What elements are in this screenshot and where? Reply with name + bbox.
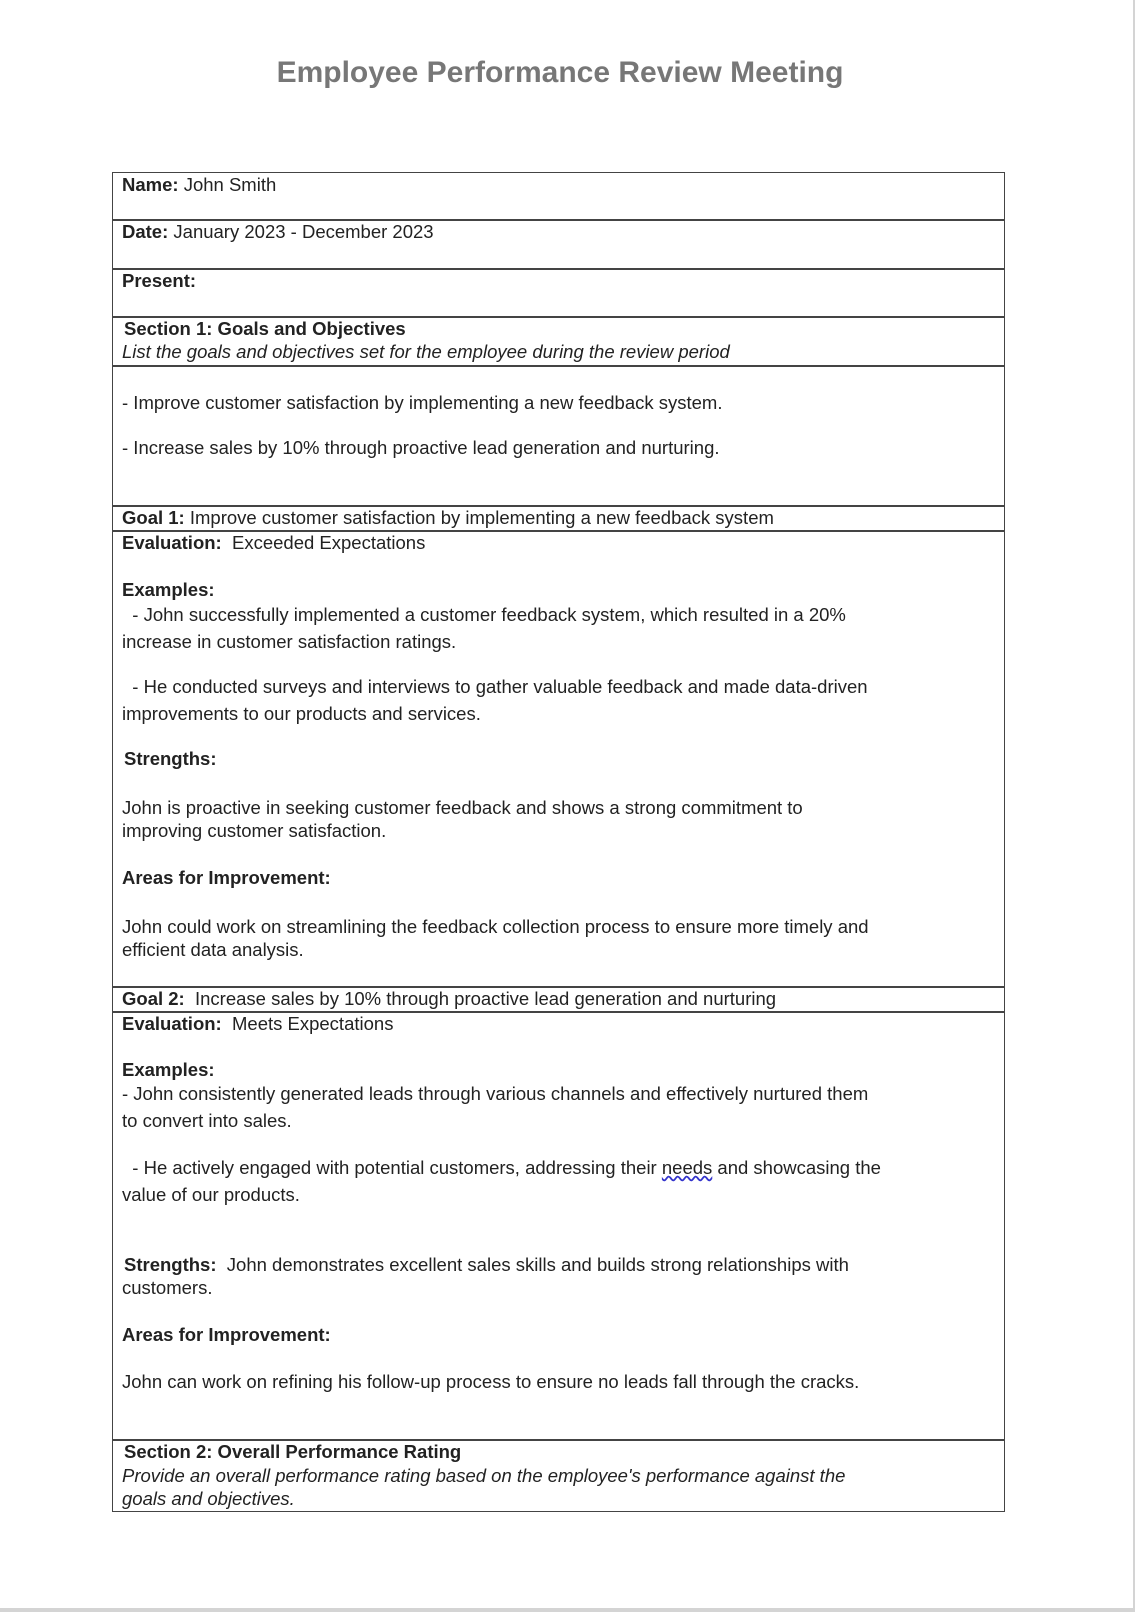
goal2-example: - He actively engaged with potential customers, addressing their needs and showcasing the (122, 1157, 881, 1178)
document-title: Employee Performance Review Meeting (276, 56, 844, 89)
section2-instruction: Provide an overall performance rating based on the employee's performance against the (122, 1465, 846, 1486)
goal2-example: to convert into sales. (122, 1110, 292, 1131)
goal1-example: - John successfully implemented a customer feedback system, which resulted in a 20% (122, 604, 846, 625)
present-field: Present: (122, 270, 197, 291)
goal1-evaluation: Evaluation: Exceeded Expectations (122, 532, 426, 553)
goal1-improvement: efficient data analysis. (122, 939, 304, 960)
goals-list-item: - Increase sales by 10% through proactive lead generation and nurturing. (122, 437, 720, 458)
name-field: Name: John Smith (122, 174, 277, 195)
goal1-improvement-label: Areas for Improvement: (122, 867, 331, 888)
goal2-evaluation: Evaluation: Meets Expectations (122, 1013, 394, 1034)
goal1-strengths-label: Strengths: (124, 748, 217, 769)
section2-instruction: goals and objectives. (122, 1488, 295, 1509)
goal2-strengths: customers. (122, 1277, 213, 1298)
goal2-strengths: Strengths: John demonstrates excellent sales skills and builds strong relationships with (124, 1254, 849, 1275)
section1-heading: Section 1: Goals and Objectives (124, 318, 406, 339)
goals-list-row (112, 365, 1005, 507)
goal2-example: - John consistently generated leads through various channels and effectively nurtured them (122, 1083, 869, 1104)
section2-heading: Section 2: Overall Performance Rating (124, 1441, 462, 1462)
goals-list-item: - Improve customer satisfaction by implementing a new feedback system. (122, 392, 723, 413)
goal1-improvement: John could work on streamlining the feedback collection process to ensure more timely and (122, 916, 869, 937)
goal1-example: - He conducted surveys and interviews to gather valuable feedback and made data-driven (122, 676, 868, 697)
goal1-example: increase in customer satisfaction ratings. (122, 631, 457, 652)
date-field: Date: January 2023 - December 2023 (122, 221, 434, 242)
goal2-improvement: John can work on refining his follow-up process to ensure no leads fall through the cracks. (122, 1371, 860, 1392)
goal1-examples-label: Examples: (122, 579, 215, 600)
goal2-examples-label: Examples: (122, 1059, 215, 1080)
goal1-strengths: improving customer satisfaction. (122, 820, 387, 841)
section1-instruction: List the goals and objectives set for the employee during the review period (122, 341, 730, 362)
spelling-flag[interactable]: needs (661, 1157, 713, 1178)
goal2-title: Goal 2: Increase sales by 10% through proactive lead generation and nurturing (122, 988, 777, 1009)
goal1-strengths: John is proactive in seeking customer feedback and shows a strong commitment to (122, 797, 803, 818)
goal2-example: value of our products. (122, 1184, 300, 1205)
present-row (112, 268, 1005, 318)
goal1-title: Goal 1: Improve customer satisfaction by implementing a new feedback system (122, 507, 774, 528)
goal2-improvement-label: Areas for Improvement: (122, 1324, 331, 1345)
goal1-example: improvements to our products and services. (122, 703, 481, 724)
